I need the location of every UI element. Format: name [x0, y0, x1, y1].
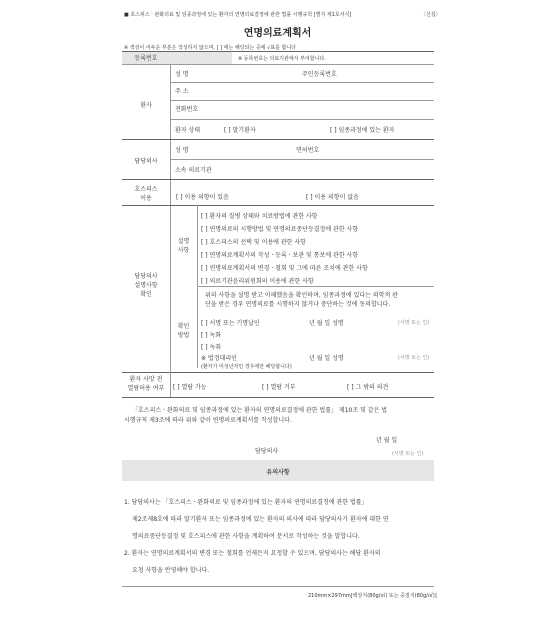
statement-date: 년 월 일: [376, 437, 398, 444]
patient-name-label: 성 명: [175, 71, 189, 78]
viewing-section-label-2: 열람허용 여부: [127, 385, 165, 392]
proxy-sign-date: 년 월 일 성명: [309, 355, 344, 362]
note-2-line-2: 요청 사항을 반영해야 합니다.: [132, 567, 210, 574]
reg-label: 등록번호: [134, 55, 158, 62]
doctor-section-label: 담당의사: [134, 158, 158, 165]
version-tag: 〈신설〉: [421, 12, 441, 18]
viewing-section-label-1: 환자 사망 전: [129, 376, 163, 383]
explain-item-checkbox[interactable]: [ ] 환자의 질병 상태와 치료방법에 관한 사항: [201, 213, 318, 220]
rule: [170, 159, 434, 160]
hospice-section-label-2: 이용: [140, 195, 152, 202]
statement-line-1: 「호스피스ㆍ완화의료 및 임종과정에 있는 환자의 연명의료결정에 관한 법률」 제10조 및 같은 법: [132, 407, 388, 414]
confirm-sub-label-1: 확인: [177, 323, 190, 330]
rule: [122, 139, 434, 140]
confirm-sign-note: (서명 또는 인): [398, 320, 430, 326]
explain-item-checkbox[interactable]: [ ] 연명의료의 시행방법 및 연명의료중단등결정에 관한 사항: [201, 226, 359, 233]
note-2-line-1: 2. 환자는 연명의료계획서의 변경 또는 철회를 언제든지 요청할 수 있으며, 담당의사는 해당 환자의: [124, 550, 381, 557]
hospice-no-checkbox[interactable]: [ ] 이용 의향이 없음: [306, 194, 359, 201]
statement-line-2: 시행규칙 제3조에 따라 위와 같이 연명의료계획서를 작성합니다.: [124, 417, 292, 424]
confirm-sign-date: 년 월 일 성명: [309, 320, 344, 327]
doctor-institution-label: 소속 의료기관: [175, 167, 212, 174]
patient-section-label: 환자: [140, 102, 152, 109]
explain-item-checkbox[interactable]: [ ] 의료기관윤리위원회의 이용에 관한 사항: [201, 278, 314, 285]
doctor-license-label: 면허번호: [296, 147, 320, 154]
rule: [122, 372, 434, 373]
patient-rrn-label: 주민등록번호: [302, 71, 337, 78]
viewing-divider: [170, 372, 171, 397]
explain-section-label-3: 확인: [140, 291, 152, 298]
notes-header: 유의사항: [266, 469, 290, 476]
rule: [197, 286, 434, 287]
page-title: 연명의료계획서: [243, 28, 312, 39]
status-dying-checkbox[interactable]: [ ] 임종과정에 있는 환자: [330, 127, 395, 134]
explain-item-checkbox[interactable]: [ ] 호스피스의 선택 및 이용에 관한 사항: [201, 239, 306, 246]
viewing-refuse-checkbox[interactable]: [ ] 열람 거부: [262, 384, 296, 391]
patient-status-label: 환자 상태: [175, 127, 201, 134]
explain-item-checkbox[interactable]: [ ] 연명의료계획서의 작성ㆍ등록ㆍ보관 및 통보에 관한 사항: [201, 252, 359, 259]
instruction-text: ※ 색상이 어두운 부분은 작성하지 않으며, [ ] 에는 해당되는 곳에 √표를 합니다: [124, 45, 297, 51]
proxy-sign-note: (서명 또는 인): [398, 355, 430, 361]
rule: [122, 64, 434, 65]
confirm-sign-checkbox[interactable]: [ ] 서명 또는 기명날인: [201, 320, 260, 327]
confirm-record-checkbox[interactable]: [ ] 녹화: [201, 332, 222, 339]
rule: [170, 119, 434, 120]
explain-item-checkbox[interactable]: [ ] 연명의료계획서의 변경ㆍ철회 및 그에 따른 조치에 관한 사항: [201, 265, 368, 272]
legal-proxy-label: ※ 법정대리인: [201, 355, 237, 362]
paper-spec: 210mm×297mm[백상지(80g/㎡) 또는 중질지(80g/㎡)]: [308, 593, 437, 599]
explain-sub-label-1: 설명: [177, 238, 190, 245]
explain-sub-label-2: 사항: [177, 247, 190, 254]
status-terminal-checkbox[interactable]: [ ] 말기환자: [224, 127, 256, 134]
explain-section-label-1: 담당의사: [134, 273, 158, 280]
hospice-yes-checkbox[interactable]: [ ] 이용 의향이 있음: [176, 194, 229, 201]
doctor-sign-note: (서명 또는 인): [392, 451, 424, 457]
rule: [170, 100, 434, 101]
rule: [122, 205, 434, 206]
confirm-text-line-2: 단을 받은 경우 연명의료를 시행하지 않거나 중단하는 것에 동의합니다.: [205, 301, 391, 308]
confirm-sub-label-2: 방법: [177, 332, 190, 339]
explain-section-label-2: 설명사항: [134, 282, 158, 289]
hospice-section-label-1: 호스피스: [134, 186, 158, 193]
viewing-other-checkbox[interactable]: [ ] 그 밖의 의견: [347, 384, 389, 391]
doctor-sign-label: 담당의사: [255, 448, 279, 455]
patient-address-label: 주 소: [175, 88, 189, 95]
rule: [122, 179, 434, 180]
note-1-line-3: 명의료중단등결정 및 호스피스에 관한 사항을 계획하여 문서로 작성하는 것을 말합니다.: [132, 533, 360, 540]
rule: [122, 397, 434, 398]
note-1-line-2: 제2조제8호에 따라 말기환자 또는 임종과정에 있는 환자의 의사에 따라 담당의사가 환자에 대한 연: [132, 516, 389, 523]
rule: [170, 82, 434, 83]
proxy-note: (환자가 미성년자인 경우에만 해당합니다): [201, 364, 292, 370]
rule: [122, 586, 434, 587]
doctor-name-label: 성 명: [175, 147, 189, 154]
law-header: ■ 호스피스ㆍ완화의료 및 임종과정에 있는 환자의 연명의료결정에 관한 법률 시행규칙 [별지 제1호서식]: [124, 12, 352, 18]
note-1-line-1: 1. 담당의사는 「호스피스ㆍ완화의료 및 임종과정에 있는 환자의 연명의료결정에 관한 법률」: [124, 499, 368, 506]
confirm-recording-checkbox[interactable]: [ ] 녹취: [201, 344, 222, 351]
reg-value-cell: [170, 52, 232, 64]
confirm-text-line-1: 위의 사항을 설명 받고 이해했음을 확인하며, 임종과정에 있다는 의학적 판: [205, 292, 398, 299]
viewing-allow-checkbox[interactable]: [ ] 열람 가능: [173, 384, 207, 391]
reg-note: ※ 등록번호는 의료기관에서 부여합니다.: [238, 56, 326, 62]
patient-phone-label: 전화번호: [175, 106, 199, 113]
